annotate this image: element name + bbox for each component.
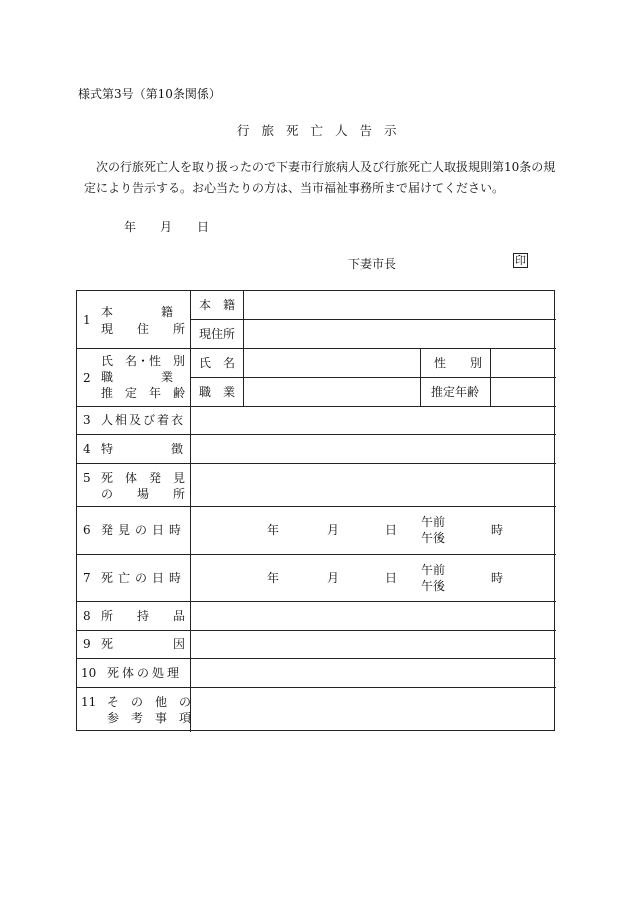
signer-title: 下妻市長	[348, 257, 397, 271]
other-notes-field[interactable]	[195, 693, 551, 727]
sublabel-honseki: 本 籍	[199, 298, 236, 312]
label-address: 現 住 所	[101, 322, 186, 336]
label-features: 特 徴	[101, 442, 186, 456]
sex-field[interactable]	[495, 355, 551, 371]
label-name-sex: 氏 名・性 別	[101, 354, 186, 368]
cause-of-death-field[interactable]	[195, 634, 551, 654]
row-number: 2	[83, 371, 91, 385]
day-label: 日	[385, 523, 398, 537]
am-label: 午前	[421, 515, 446, 529]
address-field[interactable]	[247, 327, 552, 343]
label-honseki: 本 籍	[101, 305, 174, 319]
occupation-field[interactable]	[247, 384, 415, 400]
row-number: 7	[83, 571, 91, 585]
am-label: 午前	[421, 563, 446, 577]
label-estimated-age: 推 定 年 齢	[101, 386, 186, 400]
sublabel-estimated-age: 推定年齢	[431, 385, 480, 399]
label-belongings: 所 持 品	[101, 609, 186, 623]
document-title: 行旅死亡人告示	[237, 123, 409, 138]
date-day-label: 日	[197, 220, 210, 234]
body-text-line-1: 次の行旅死亡人を取り扱ったので下妻市行旅病人及び行旅死亡人取扱規則第10条の規	[96, 160, 556, 174]
hour-label: 時	[491, 571, 504, 585]
label-occupation: 職 業	[101, 370, 174, 384]
label-other-2: 参 考 事 項	[107, 711, 192, 725]
estimated-age-field[interactable]	[495, 384, 551, 400]
honseki-field[interactable]	[247, 298, 552, 314]
year-label: 年	[267, 523, 280, 537]
row-number: 6	[83, 523, 91, 537]
date-month-label: 月	[160, 220, 173, 234]
body-disposal-field[interactable]	[195, 663, 551, 683]
notice-table	[76, 290, 555, 731]
label-discovery-place-2: の 場 所	[101, 487, 186, 501]
row-number: 4	[83, 442, 91, 456]
sublabel-address: 現住所	[199, 327, 236, 341]
row-number: 8	[83, 609, 91, 623]
name-field[interactable]	[247, 355, 415, 371]
sublabel-occupation: 職 業	[199, 385, 236, 399]
features-field[interactable]	[195, 440, 551, 458]
belongings-field[interactable]	[195, 606, 551, 626]
pm-label: 午後	[421, 579, 446, 593]
row-number: 9	[83, 637, 91, 651]
month-label: 月	[327, 523, 340, 537]
body-text-line-2: 定により告示する。お心当たりの方は、当市福祉事務所まで届けてください。	[84, 181, 505, 195]
month-label: 月	[327, 571, 340, 585]
row-number: 3	[83, 413, 91, 427]
label-death-datetime: 死亡の日時	[101, 571, 187, 585]
hour-label: 時	[491, 523, 504, 537]
discovery-place-field[interactable]	[195, 471, 551, 501]
date-year-label: 年	[124, 220, 137, 234]
pm-label: 午後	[421, 531, 446, 545]
label-cause-of-death: 死 因	[101, 637, 186, 651]
seal-mark: 印	[515, 254, 526, 267]
row-number: 5	[83, 471, 91, 485]
label-body-disposal: 死体の処理	[107, 666, 183, 680]
row-number: 10	[81, 666, 97, 680]
row-number: 11	[81, 695, 97, 709]
form-number: 様式第3号（第10条関係）	[78, 87, 221, 101]
year-label: 年	[267, 571, 280, 585]
label-other-1: そ の 他 の	[107, 695, 192, 709]
appearance-field[interactable]	[195, 411, 551, 429]
row-number: 1	[83, 313, 91, 327]
sublabel-name: 氏 名	[199, 356, 236, 370]
label-appearance-clothing: 人相及び着衣	[101, 413, 186, 427]
label-discovery-datetime: 発見の日時	[101, 523, 187, 537]
day-label: 日	[385, 571, 398, 585]
sublabel-sex: 性 別	[434, 356, 483, 370]
label-discovery-place-1: 死 体 発 見	[101, 471, 186, 485]
